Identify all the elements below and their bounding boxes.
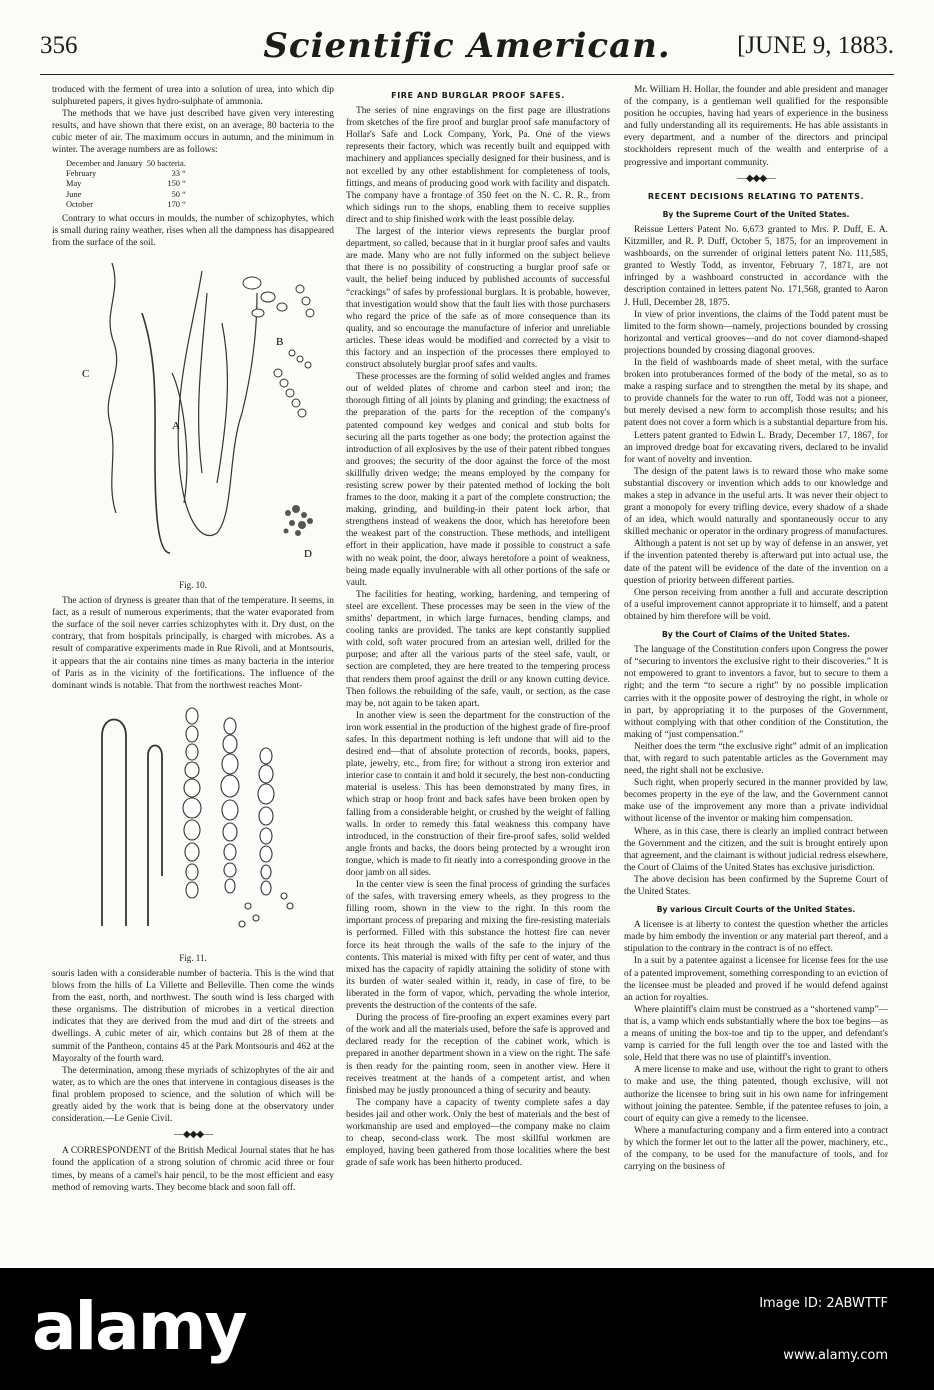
- paragraph: Neither does the term “the exclusive right” admit of an implication that, with regard to such patentable articles as the Government may need, the right shall not be exclusive.: [624, 741, 888, 777]
- paragraph: The series of nine engravings on the first page are illustrations from sketches of the fire proof and burglar proof safe manufactory of Hollar's Safe and Lock Company, York, Pa. One of the views represents their factory, which was recently built and equipped with machinery and appliances specially designed for their business, and is not excelled by any other establishment for completeness of tools, fittings, and means of producing good work with facility and dispatch. The company have a frontage of 350 feet on the N. C. R. R., from which sidings run to the shops, enabling them to receive supplies direct and to ship finished work with the least possible delay.: [346, 106, 610, 225]
- microbe-illustration-fig10: [52, 253, 334, 573]
- column-2: [346, 84, 610, 1254]
- masthead-title: Scientific American.: [263, 26, 671, 66]
- stat-value: 50 bacteria.: [146, 158, 186, 168]
- section-subtitle: By various Circuit Courts of the United States.: [656, 905, 856, 915]
- stat-value: 33 “: [171, 168, 186, 178]
- paragraph: Where, as in this case, there is clearly an implied contract between the Government and the citizen, and the suit is brought entirely upon that agreement, and the claimant is without judicial redress elsewhere, the Court of Claims of the United States has exclusive jurisdiction.: [624, 826, 888, 873]
- section-ornament: —◆◆◆—: [173, 1129, 213, 1141]
- fig10-label-a: A: [172, 419, 180, 432]
- paragraph: troduced with the ferment of urea into a solution of urea, into which dip sulphureted papers, it gives hydro-sulphate of ammonia.: [52, 85, 334, 108]
- stat-value: 150 “: [167, 179, 186, 189]
- table-row: [66, 179, 186, 189]
- column-3: [624, 84, 888, 1254]
- paragraph: A CORRESPONDENT of the British Medical Journal states that he has found the application of a strong solution of chromic acid three or four times, by means of a camel's hair pencil, to be the most efficient and easy method of removing warts. They become black and soon fall off.: [52, 1146, 334, 1193]
- fig10-label-c: C: [82, 367, 90, 380]
- fig10-label-b: B: [276, 335, 284, 348]
- section-ornament: —◆◆◆—: [736, 172, 776, 184]
- stat-value: 170 “: [167, 200, 186, 210]
- paragraph: The determination, among these myriads of schizophytes of the air and water, as to which are the ones that intervene in contagious diseases is the final problem proposed to science, and the solution of which will be greatly aided by the work that is being done at the observatory under consideration.—Le Genie Civil.: [52, 1065, 334, 1125]
- figure-caption: Fig. 11.: [179, 952, 207, 963]
- paragraph: Although a patent is not set up by way of defense in an answer, yet if the invention patented thereby is afterward put into actual use, the date of the patent will be evidence of the date of the invention on a question of priority between different parties.: [624, 539, 888, 586]
- site-url: www.alamy.com: [783, 1348, 888, 1363]
- article-title: RECENT DECISIONS RELATING TO PATENTS.: [647, 191, 865, 201]
- paragraph: Where a manufacturing company and a firm entered into a contract by which the former let out to the latter all the power, machinery, etc., of the company, to be used for the manufacture of tools, and for carrying on the business of: [624, 1125, 888, 1173]
- header-rule: [40, 74, 894, 75]
- paragraph: In the center view is seen the final process of grinding the surfaces of the safes, with traversing emery wheels, as they progress to the filling room, shown in the view to the right. In this room the important process of preparing and mixing the fire-resisting materials is performed. Filled with this substance the hottest fire can never force its heat through the walls of the safe to the injury of the contents. This material is mixed with fifty per cent of water, and thus mixed has the capacity of rapidly attaining the solidity of stone with its burden of water sealed within it, ready, in case of fire, to be liberated in the form of vapor, which, pervading the whole interior, prevents the destruction of the contents of the safe.: [346, 880, 610, 1012]
- stat-label: December and January: [66, 158, 143, 168]
- paragraph: A licensee is at liberty to contest the question whether the articles made by him embody the invention or any material part thereof, and a stipulation to the contrary in the contract is of no effect.: [624, 920, 888, 955]
- paragraph: The company have a capacity of twenty complete safes a day besides jail and other work. Only the best of materials and the best of workmanship are used and employed—the company make no claim to cheap, second-class work. The most skillful workmen are employed, having been gathered from those localities where the best grade of safe work has been hitherto produced.: [346, 1097, 610, 1169]
- stat-label: May: [66, 179, 82, 189]
- page-number: 356: [40, 32, 78, 59]
- paragraph: The action of dryness is greater than that of the temperature. It seems, in fact, as a result of numerous experiments, that the water evaporated from the surface of the soil never carries schizophytes with it. Dry dust, on the contrary, that from hospitals principally, is charged with microbes. As a result of comparative experiments made in Rue Rivoli, and at Montsouris, it appears that the air contains nine times as many bacteria in the interior of Paris as in the vicinity of the fortifications. The influence of the dominant winds is notable. That from the northwest reaches Mont-: [52, 596, 334, 691]
- column-1: [52, 84, 334, 1254]
- paragraph: In another view is seen the department for the construction of the iron work essential in the production of the highest grade of fire-proof safes. In this department nothing is left undone that will aid to the desired end—that of absolute protection of records, books, papers, plate, jewelry, etc., from fire; for without a strong iron exterior and interior case to contain it and hold it securely, the best non-conducting material is useless. This has been demonstrated by many fires, in which strap or hoop front and back safes have been broken open by falling from a considerable height, or crushed by the weight of falling walls. In order to remedy this fatal weakness this company have introduced, in the construction of their fire-proof safes, solid welded angle fronts and backs, the doors being protected by a wrought iron tongue, which is made to fit neatly into a corresponding groove in the door jamb on all sides.: [346, 710, 610, 878]
- stat-label: February: [66, 168, 97, 178]
- image-id: Image ID: 2ABWTTF: [759, 1296, 888, 1311]
- microbe-illustration-fig11: [52, 696, 334, 946]
- figure-caption: Fig. 10.: [179, 579, 207, 590]
- paragraph: Such right, when properly secured in the manner provided by law, becomes property in the eye of the law, and the Government cannot make use of the improvement any more than a private individual without license of the inventor or making him compensation.: [624, 778, 888, 825]
- section-subtitle: By the Supreme Court of the United States.: [662, 209, 850, 219]
- fig10-label-d: D: [304, 547, 312, 560]
- table-row: [66, 190, 186, 200]
- page-header: [40, 26, 894, 70]
- paragraph: A mere license to make and use, without the right to grant to others to make and use, the thing patented, though exclusive, will not authorize the licensee to bring suit in his own name for infringement without joining the patentee. Semble, if the patentee refuses to join, a court of equity can give a remedy to the licensee.: [624, 1065, 888, 1124]
- alamy-logo: alamy: [32, 1288, 246, 1365]
- paragraph: Where plaintiff's claim must be construed as a “shortened vamp”—that is, a vamp which ends substantially where the box toe begins—as a means of uniting the box-toe and tip to the upper, and defendant's vamp is carried for the full length over the toe and lasted with the sole, Held that there was no use of plaintiff's invention.: [624, 1004, 888, 1064]
- paragraph: In the field of washboards made of sheet metal, with the surface broken into protuberances formed of the body of the metal, so as to make a rasping surface and to strengthen the metal by its shape, and to provide channels for the water to run off, Todd was not a pioneer, but merely devised a new form to accomplish those results; and his patent does not cover a form which is a substantial departure from his.: [624, 357, 888, 429]
- bacteria-table: [66, 159, 186, 211]
- watermark-footer: [0, 1268, 934, 1390]
- paragraph: These processes are the forming of solid welded angles and frames out of welded plates of chrome and carbon steel and iron; the thorough fitting of all joints by planing and grinding; the exactness of the preparation of the parts for the reception of the company's patented compound key wedges and conical and stub bolts for securing all the parts together as one body; the protection against the introduction of all explosives by the use of their patent ribbed tongues and grooves; the security of the door against the force of the most skillfully driven wedge; the means employed by the company for resisting screw power by their patented method of locking the bolt frames to the door, making it a part of the complete construction; the making, grinding, and building-in their patent lock arbor, that strengthens instead of weakens the door, which has heretofore been the weakest part of the construction. These methods, and intelligent effort in their application, have made it possible to construct a safe with no weak point, the door, always heretofore a point of weakness, being made equally invulnerable with all other portions of the safe or vault.: [346, 372, 610, 588]
- paragraph: The language of the Constitution confers upon Congress the power of “securing to inventors the exclusive right to their discoveries.” It is not empowered to grant to inventors a favor, but to secure to them a right; and the term “to secure a right” by no possible implication carries with it the opposite power of destroying the right, in whole or in part, by appropriating it to the purposes of the Government, without complying with that other condition of the Constitution, the making of “just compensation.”: [624, 645, 888, 740]
- paragraph: In a suit by a patentee against a licensee for license fees for the use of a patented improvement, something corresponding to an eviction of the licensee must be pleaded and proved if he would defend against an action for royalties.: [624, 956, 888, 1003]
- paragraph: The largest of the interior views represents the burglar proof department, so called, because that in it burglar proof safes and vaults are made. Many who are not fully informed on the subject believe that there is no possibility of constructing a burglar proof safe or vault, the belief being induced by published accounts of successful “crackings” of safes by professional burglars. It is probable, however, that investigation would show that the fault lies with those purchasers who regard the price of the safe as of more consequence than its quality, and so encourage the manufacture of inferior and unreliable articles. These ideas would be modified and corrected by a visit to this factory and an inspection of the processes there employed to construct absolutely burglar proof safes and vaults.: [346, 227, 610, 371]
- stat-value: 50 “: [171, 189, 186, 199]
- paragraph: souris laden with a considerable number of bacteria. This is the wind that blows from the hills of La Villette and Belleville. Then come the winds from the east, north, and northwest. The south wind is less charged with these organisms. The distribution of microbes in a vertical direction indicates that they are derived from the mud and dirt of the streets and dwellings. A cubic meter of air, which contains but 28 of them at the summit of the Pantheon, contains 45 at the Park Montsouris and 462 at the Mayoralty of the fourth ward.: [52, 969, 334, 1064]
- paragraph: During the process of fire-proofing an expert examines every part of the work and all the materials used, before the safe is approved and declared ready for the reception of the cabinet work, which is prepared in another department shown in a view on the right. The safe is then ready for the painting room, seen in another view. Here it receives treatment at the hands of a competent artist, and when finished may be justly pronounced a thing of security and beauty.: [346, 1013, 610, 1096]
- paragraph: The facilities for heating, working, hardening, and tempering of steel are excellent. These processes may be seen in the view of the smiths' department, in which large furnaces, bending clamps, and cooling tanks are provided. The tanks are kept constantly supplied with cold, soft water procured from an artesian well, drilled for the purpose; and after all the various parts of the steel safe, vault, or section are completed, they are here treated to the tempering process that renders them proof against the drill or any known cutting device. Then follows the rebuilding of the safe, vault, or section, as the case may be, not again to be taken apart.: [346, 589, 610, 709]
- stat-label: June: [66, 189, 82, 199]
- paragraph: The methods that we have just described have given very interesting results, and have shown that there exist, on an average, 80 bacteria to the cubic meter of air. The maximum occurs in autumn, and the minimum in winter. The average numbers are as follows:: [52, 109, 334, 156]
- figure-10: [52, 253, 334, 591]
- paragraph: The above decision has been confirmed by the Supreme Court of the United States.: [624, 874, 888, 897]
- figure-11: [52, 696, 334, 964]
- section-subtitle: By the Court of Claims of the United States.: [661, 630, 850, 640]
- article-title: FIRE AND BURGLAR PROOF SAFES.: [391, 91, 565, 100]
- paragraph: One person receiving from another a full and accurate description of a useful improvement cannot appropriate it to himself, and a patent obtained by him therefore will be void.: [624, 587, 888, 622]
- paragraph: In view of prior inventions, the claims of the Todd patent must be limited to the form shown—namely, projections bounded by crossing horizontal and vertical grooves—and do not cover diamond-shaped projections bounded by crossing diagonal grooves.: [624, 309, 888, 356]
- stat-label: October: [66, 200, 93, 210]
- paragraph: Contrary to what occurs in moulds, the number of schizophytes, which is small during rainy weather, rises when all the dampness has disappeared from the surface of the soil.: [52, 213, 334, 248]
- paragraph: Letters patent granted to Edwin L. Brady, December 17, 1867, for an improved dredge boat for excavating rivers, declared to be invalid for want of novelty and invention.: [624, 430, 888, 465]
- issue-date: [JUNE 9, 1883.: [737, 32, 894, 59]
- paragraph: The design of the patent laws is to reward those who make some substantial discovery or invention which adds to our knowledge and makes a step in advance in the useful arts. It was never their object to grant a monopoly for every trifling device, every shadow of a shade of an idea, which would naturally and spontaneously occur to any skilled mechanic or operator in the ordinary progress of manufactures.: [624, 466, 888, 538]
- table-row: [66, 159, 186, 169]
- table-row: [66, 200, 186, 210]
- paragraph: Mr. William H. Hollar, the founder and able president and manager of the company, is a gentleman well qualified for the responsible position he occupies, having had years of experience in the business and fully understanding all its requirements. He has able assistants in every department, and a number of the directors and principal stockholders represent much of the wealth and enterprise of a progressive and important community.: [624, 85, 888, 168]
- table-row: [66, 169, 186, 179]
- paragraph: Reissue Letters Patent No. 6,673 granted to Mrs. P. Duff, E. A. Kitzmiller, and R. P. Duff, October 5, 1875, for an improvement in washboards, on the surrender of original letters patent No. 111,585, granted to Westly Todd, as inventor, February 7, 1871, are not infringed by a washboard constructed in accordance with the description contained in letters patent No. 171,568, granted to Aaron J. Hull, December 28, 1875.: [624, 224, 888, 308]
